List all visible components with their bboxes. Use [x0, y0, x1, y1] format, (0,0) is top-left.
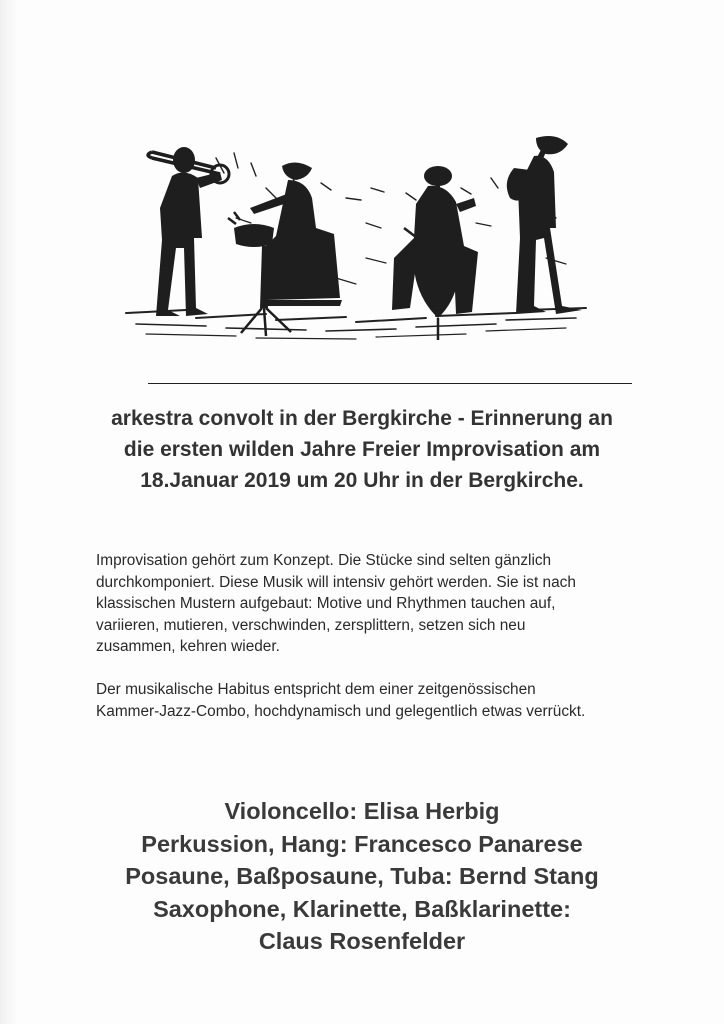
credit-line: Claus Rosenfelder [258, 928, 466, 954]
paragraph-line: zusammen, kehren wieder. [96, 638, 280, 655]
event-heading [90, 403, 634, 496]
heading-line: 18.Januar 2019 um 20 Uhr in der Bergkirche. [140, 469, 584, 492]
scan-edge-shadow [0, 0, 18, 1024]
jazz-quartet-linocut-icon [116, 128, 596, 348]
paragraph-line: Der musikalische Habitus entspricht dem einer zeitgenössischen [96, 681, 536, 698]
musician-credits [60, 795, 664, 958]
paragraph-line: Kammer-Jazz-Combo, hochdynamisch und gelegentlich etwas verrückt. [96, 702, 586, 720]
paragraph-line: Improvisation gehört zum Konzept. Die Stücke sind selten gänzlich [96, 552, 552, 569]
description-paragraph-1 [96, 550, 656, 658]
paragraph-line: klassischen Mustern aufgebaut: Motive und Rhythmen tauchen auf, [96, 595, 556, 612]
horizontal-rule [148, 383, 632, 384]
heading-line: die ersten wilden Jahre Freier Improvisation am [123, 438, 601, 461]
credit-line: Violoncello: Elisa Herbig [224, 798, 500, 824]
description-paragraph-2 [96, 679, 656, 722]
credit-line: Posaune, Baßposaune, Tuba: Bernd Stang [125, 863, 599, 889]
paragraph-line: durchkomponiert. Diese Musik will intensiv gehört werden. Sie ist nach [96, 573, 576, 591]
credit-line: Perkussion, Hang: Francesco Panarese [141, 830, 583, 857]
heading-line: arkestra convolt in der Bergkirche - Erinnerung an [111, 407, 613, 430]
paragraph-line: variieren, mutieren, verschwinden, zersplittern, setzen sich neu [96, 616, 526, 634]
credit-line: Saxophone, Klarinette, Baßklarinette: [153, 895, 571, 922]
